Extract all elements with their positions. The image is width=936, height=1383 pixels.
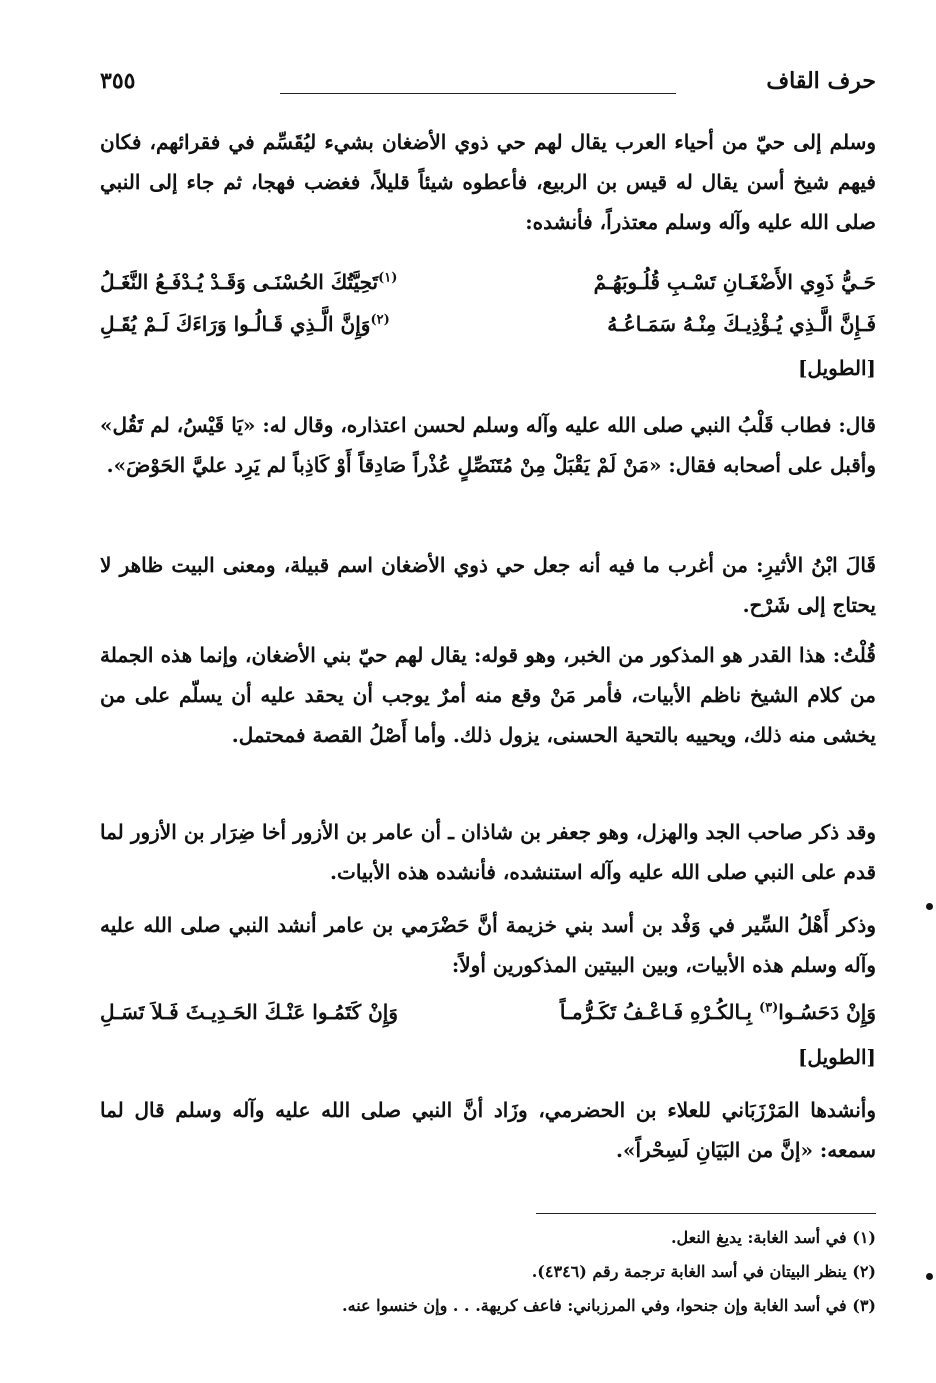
header-rule xyxy=(280,93,676,94)
paragraph-2: قال: فطاب قَلْبُ النبي صلى الله عليه وآله وسلم لحسن اعتذاره، وقال له: «يَا قَيْسُ، لم تَقُل» وأقبل على أصحابه فقال: «مَنْ لَمْ يَقْبَلْ مِنْ مُتَنَصِّلٍ عُذْراً صَادِقاً أَوْ كَاذِباً لم يَرِد عليَّ الحَوْضَ». xyxy=(100,413,876,477)
page-header xyxy=(100,68,876,108)
footnote-ref-2: (٢) xyxy=(370,312,390,328)
meter-label-2: [الطويل] xyxy=(797,1045,876,1069)
footnote-2: (٢) ينظر البيتان في أسد الغابة ترجمة رقم (٤٣٤٦). xyxy=(531,1262,876,1281)
paragraph-4: قُلْتُ: هذا القدر هو المذكور من الخبر، وهو قوله: يقال لهم حيّ بني الأضغان، وإنما هذه الجملة من كلام الشيخ ناظم الأبيات، فأمر مَنْ وقع منه أمرٌ يوجب أن يحقد عليه أن يسلّم على من يخشى منه ذلك، ويحييه بالتحية الحسنى، يزول ذلك. وأما أَصْلُ القصة فمحتمل. xyxy=(100,643,876,747)
chapter-title: حرف القاف xyxy=(766,68,876,94)
paragraph-5: وقد ذكر صاحب الجد والهزل، وهو جعفر بن شاذان ـ أن عامر بن الأزور أخا ضِرَار بن الأزور لما قدم على النبي صلى الله عليه وآله استنشده، فأنشده هذه الأبيات. xyxy=(100,820,876,884)
verse-line-1 xyxy=(100,270,876,310)
verse-line-2 xyxy=(100,312,876,352)
footnote-1: (١) في أسد الغابة: يديغ النعل. xyxy=(670,1228,876,1247)
paragraph-7: وأنشدها المَرْزَبَاني للعلاء بن الحضرمي، وزَاد أنَّ النبي صلى الله عليه وآله وسلم قال لما سمعه: «إنَّ من البَيَانِ لَسِحْراً». xyxy=(100,1098,876,1162)
page-number: ٣٥٥ xyxy=(100,68,136,94)
paragraph-6: وذكر أَهْلُ السِّير في وَفْد بن أسد بني خزيمة أنَّ حَضْرَمي بن عامر أنشد النبي صلى الله عليه وآله وسلم هذه الأبيات، وبين البيتين المذكورين أولاً: xyxy=(100,913,876,977)
paragraph-3: قَالَ ابْنُ الأثيرِ: من أغرب ما فيه أنه جعل حي ذوي الأضغان اسم قبيلة، ومعنى البيت ظاهر لا يحتاج إلى شَرْح. xyxy=(100,553,876,617)
verse-1-hemistich-1: حَـيُّ ذَوِي الأَضْغَـانِ تَسْـبِ قُلُـوبَهُـمْ xyxy=(593,270,876,294)
verse-3-hemistich-2: وَإِنْ كَتَمُـوا عَنْـكَ الحَـدِيـثَ فَـلاَ تَسَـلِ xyxy=(100,1000,399,1024)
paragraph-1: وسلم إلى حيّ من أحياء العرب يقال لهم حي ذوي الأضغان بشيء ليُقَسِّم في فقرائهم، فكان فيهم شيخ أسن يقال له قيس بن الربيع، فأعطوه شيئاً قليلاً، فغضب فهجا، ثم جاء إلى النبي صلى الله عليه وآله وسلم معتذراً، فأنشده: xyxy=(100,130,876,234)
footnote-rule xyxy=(536,1213,876,1214)
footnote-ref-3: (٣) xyxy=(758,1000,779,1016)
footnote-3: (٣) في أسد الغابة وإن جنحوا، وفي المرزباني: فاعف كريهة. . . وإن خنسوا عنه. xyxy=(342,1296,876,1315)
verse-2-hemistich-2: $^{(٢)}$وَإِنَّ الَّـذِي قَـالُـوا وَرَاءَكَ لَـمْ يُقَـلِ xyxy=(100,312,390,336)
verse-1-hemistich-2: $^{(١)}$تَحِيَّتُكَ الحُسْنَـى وَقَـدْ يُـدْفَـعُ النَّغَـلُ xyxy=(100,270,398,294)
verse-2-hemistich-1: فَـإِنَّ الَّـذِي يُـؤْذِيـكَ مِنْـهُ سَمَـاعُـهُ xyxy=(607,312,876,336)
scan-mark xyxy=(926,1273,933,1280)
scan-mark xyxy=(926,903,933,910)
footnote-ref-1: (١) xyxy=(378,270,398,286)
verse-line-3 xyxy=(100,1000,876,1040)
meter-label-1: [الطويل] xyxy=(797,356,876,380)
verse-3-hemistich-1: وَإِنْ دَحَسُـوا$^{(٣)}$ بِـالكُـرْهِ فَـاعْـفُ تَكَـرُّمـاً xyxy=(559,1000,876,1024)
